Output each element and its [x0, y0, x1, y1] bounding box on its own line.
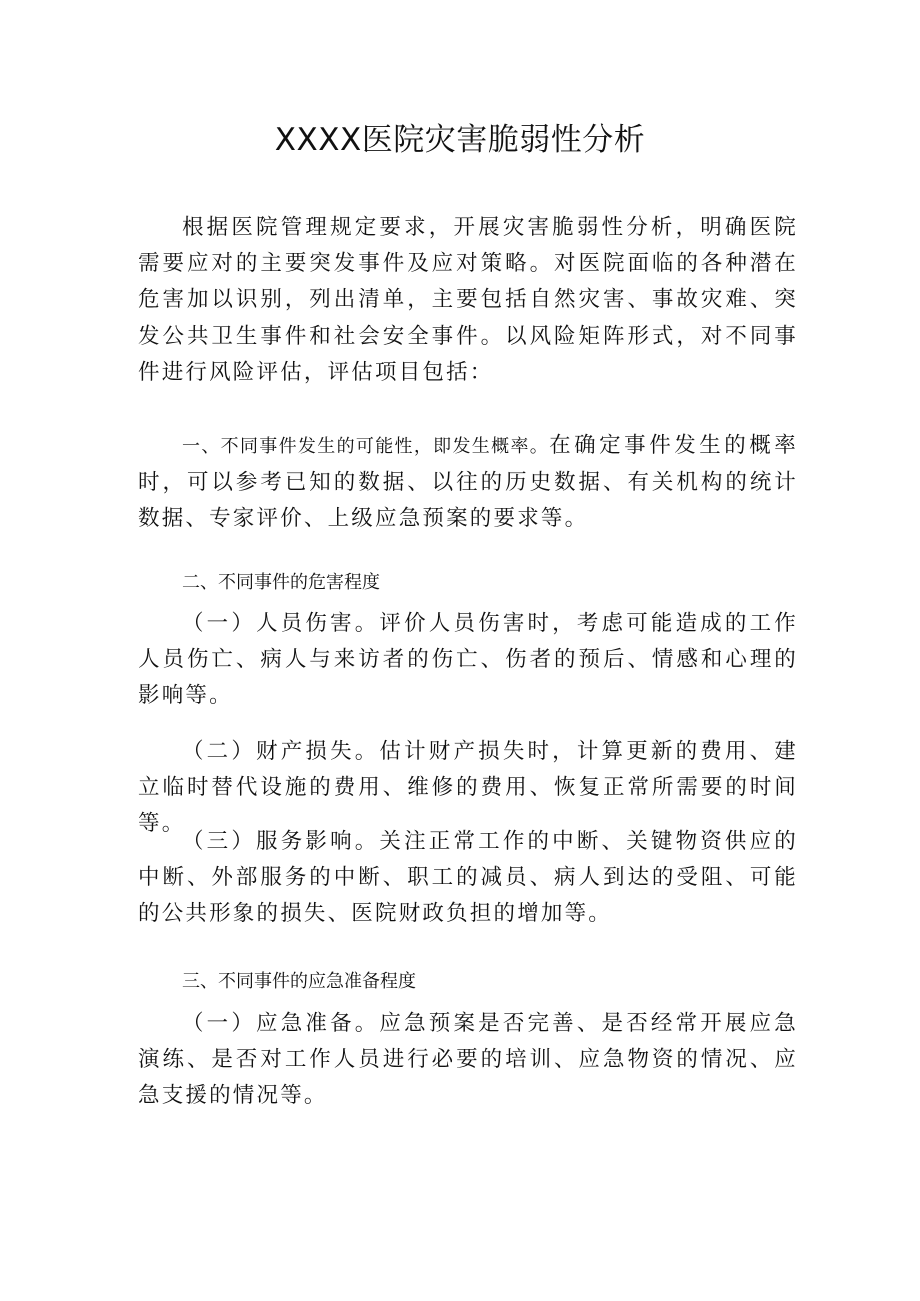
likelihood-paragraph: [138, 428, 798, 538]
document-title: XXXX医院灾害脆弱性分析: [274, 122, 646, 158]
preparedness-paragraph: （一）应急准备。应急预案是否完善、是否经常开展应急演练、是否对工作人员进行必要的培训、应急物资的情况、应急支援的情况等。: [138, 1011, 798, 1109]
intro-paragraph: 根据医院管理规定要求，开展灾害脆弱性分析，明确医院需要应对的主要突发事件及应对策略。对医院面临的各种潜在危害加以识别，列出清单，主要包括自然灾害、事故灾难、突发公共卫生事件和社会安全事件。以风险矩阵形式，对不同事件进行风险评估，评估项目包括：: [138, 215, 798, 385]
likelihood-heading: 一、不同事件发生的可能性，即发生概率。: [182, 436, 550, 457]
likelihood-text: 在确定事件发生的概率时，可以参考已知的数据、以往的历史数据、有关机构的统计数据、专家评价、上级应急预案的要求等。: [138, 433, 798, 532]
property-loss-paragraph: （二）财产损失。估计财产损失时，计算更新的费用、建立临时替代设施的费用、维修的费用、恢复正常所需要的时间等。: [138, 739, 798, 837]
preparedness-heading: 三、不同事件的应急准备程度: [182, 971, 416, 992]
service-impact-paragraph: （三）服务影响。关注正常工作的中断、关键物资供应的中断、外部服务的中断、职工的减员、病人到达的受阻、可能的公共形象的损失、医院财政负担的增加等。: [138, 829, 798, 927]
severity-heading: 二、不同事件的危害程度: [182, 572, 380, 593]
injury-paragraph: （一）人员伤害。评价人员伤害时，考虑可能造成的工作人员伤亡、病人与来访者的伤亡、伤者的预后、情感和心理的影响等。: [138, 611, 798, 709]
